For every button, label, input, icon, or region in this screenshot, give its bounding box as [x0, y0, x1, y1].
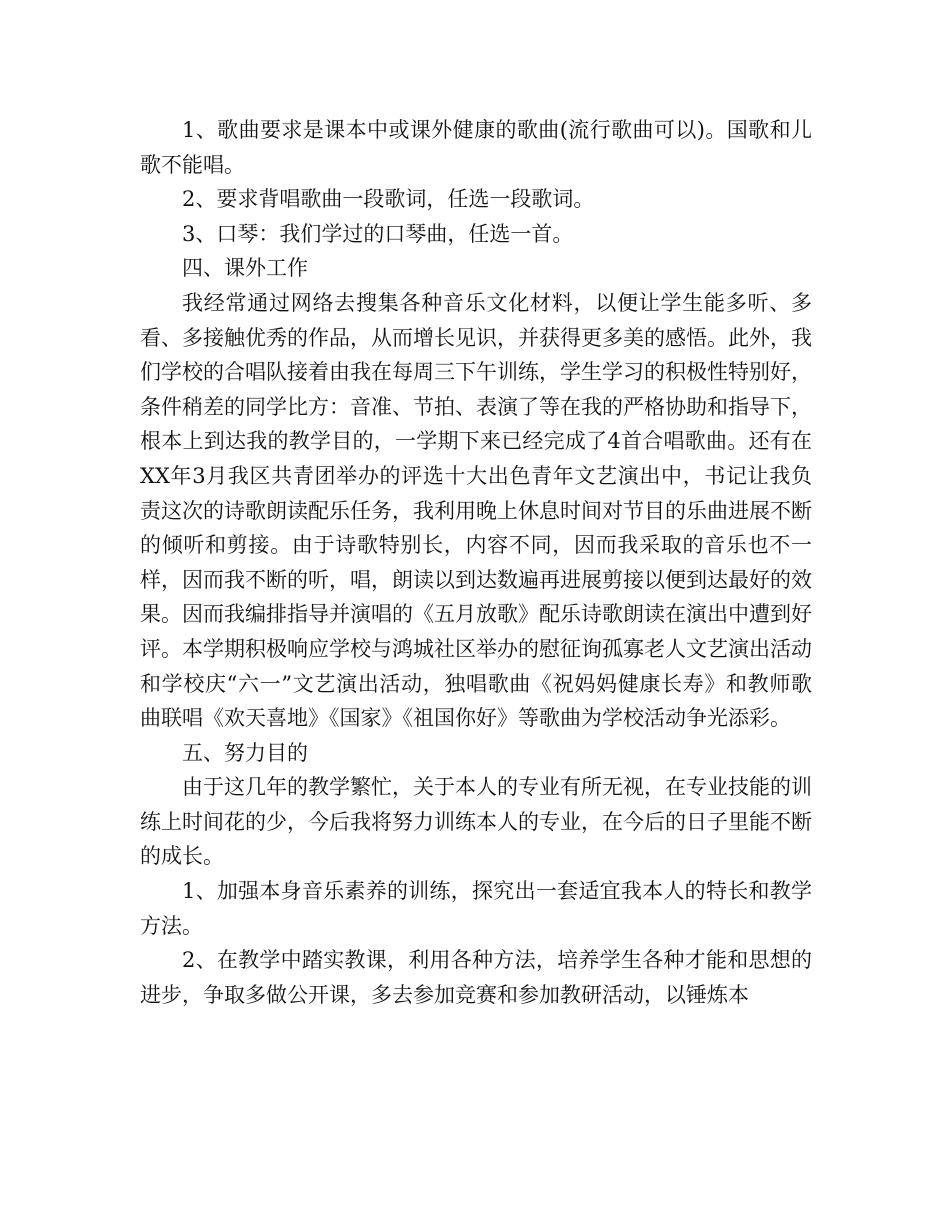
document-page — [140, 113, 812, 1012]
paragraph-lyrics-requirement: 2、要求背唱歌曲一段歌词，任选一段歌词。 — [182, 187, 595, 212]
paragraph-song-requirement: 1、歌曲要求是课本中或课外健康的歌曲(流行歌曲可以)。国歌和儿歌不能唱。 — [140, 118, 812, 177]
paragraph-extracurricular-work: 我经常通过网络去搜集各种音乐文化材料，以便让学生能多听、多看、多接触优秀的作品，从而增长见识，并获得更多美的感悟。此外，我们学校的合唱队接着由我在每周三下午训练，学生学习的积极性特别好，条件稍差的同学比方：音准、节拍、表演了等在我的严格协助和指导下，根本上到达我的教学目的，一学期下来已经完成了4首合唱歌曲。还有在XX年3月我区共青团举办的评选十大出色青年文艺演出中，书记让我负责这次的诗歌朗读配乐任务，我利用晚上休息时间对节目的乐曲进展不断的倾听和剪接。由于诗歌特别长，内容不同，因而我采取的音乐也不一样，因而我不断的听，唱，朗读以到达数遍再进展剪接以便到达最好的效果。因而我编排指导并演唱的《五月放歌》配乐诗歌朗读在演出中遭到好评。本学期积极响应学校与鸿城社区举办的慰征询孤寡老人文艺演出活动和学校庆“六一”文艺演出活动，独唱歌曲《祝妈妈健康长寿》和教师歌曲联唱《欢天喜地》《国家》《祖国你好》等歌曲为学校活动争光添彩。 — [140, 290, 812, 731]
section-heading-goals: 五、努力目的 — [182, 740, 308, 765]
paragraph-goal-1: 1、加强本身音乐素养的训练，探究出一套适宜我本人的特长和教学方法。 — [140, 879, 812, 938]
paragraph-harmonica: 3、口琴：我们学过的口琴曲，任选一首。 — [182, 221, 574, 246]
section-heading-extracurricular: 四、课外工作 — [182, 256, 308, 281]
paragraph-goals-intro: 由于这几年的教学繁忙，关于本人的专业有所无视，在专业技能的训练上时间花的少，今后我将努力训练本人的专业，在今后的日子里能不断的成长。 — [140, 775, 812, 869]
paragraph-goal-2: 2、在教学中踏实教课，利用各种方法，培养学生各种才能和思想的进步，争取多做公开课，多去参加竞赛和参加教研活动，以锤炼本 — [140, 948, 812, 1007]
